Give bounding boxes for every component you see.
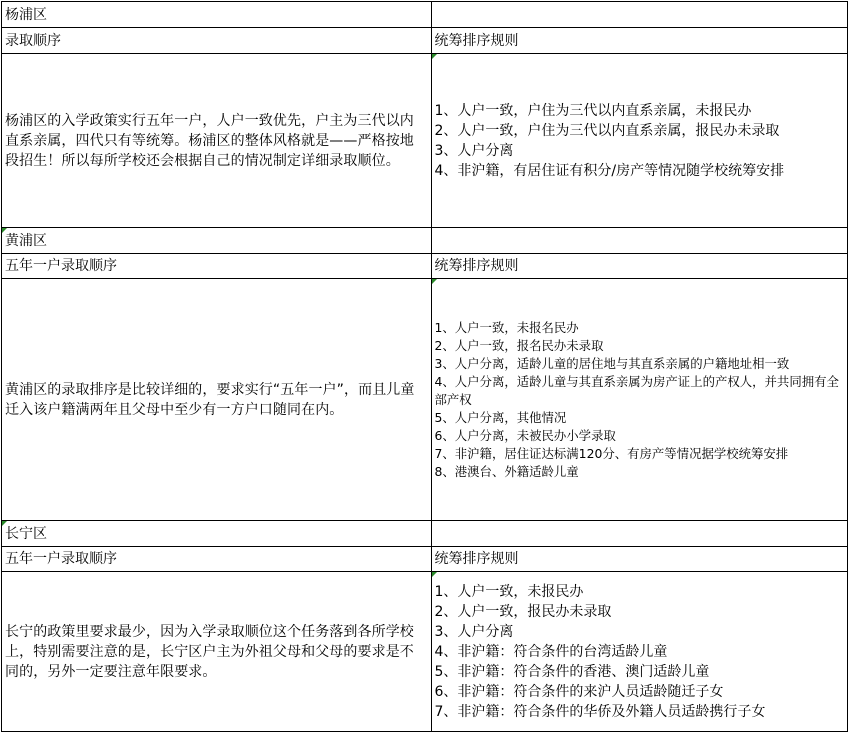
rule-item: 1、人户一致，户住为三代以内直系亲属，未报民办 <box>434 102 752 119</box>
cell-district-name[interactable] <box>2 228 432 254</box>
left-heading: 五年一户录取顺序 <box>5 551 117 567</box>
left-heading: 录取顺序 <box>5 32 61 49</box>
rule-item: 4、人户分离，适龄儿童与其直系亲属为房产证上的产权人，并共同拥有全部产权 <box>434 373 839 407</box>
cell-empty[interactable] <box>432 521 849 547</box>
heading-row-huangpu <box>1 254 848 279</box>
content-row-huangpu <box>1 279 848 521</box>
rule-item: 7、非沪籍，居住证达标满120分、有房产等情况据学校统筹安排 <box>434 445 789 461</box>
description-text: 杨浦区的入学政策实行五年一户，人户一致优先，户主为三代以内直系亲属，四代只有等统筹。杨浦区的整体风格就是——严格按地段招生！所以每所学校还会根据自己的情况制定详细录取顺位。 <box>5 112 414 169</box>
rule-item: 3、人户分离，适龄儿童的居住地与其直系亲属的户籍地址相一致 <box>434 355 790 371</box>
cell-rules[interactable] <box>432 54 849 228</box>
comment-marker-icon <box>2 228 7 233</box>
spreadsheet-grid <box>1 1 848 732</box>
heading-row-changning <box>1 547 848 572</box>
comment-marker-icon <box>2 521 7 526</box>
cell-right-heading[interactable] <box>432 547 849 572</box>
comment-marker-icon <box>432 279 437 284</box>
district-name: 黄浦区 <box>5 232 47 249</box>
heading-row-yangpu <box>1 28 848 54</box>
rule-item: 4、非沪籍，有居住证有积分/房产等情况随学校统筹安排 <box>434 162 785 179</box>
cell-left-heading[interactable] <box>2 28 432 54</box>
rule-item: 1、人户一致，未报名民办 <box>434 319 579 335</box>
rule-item: 2、人户一致，户住为三代以内直系亲属，报民办未录取 <box>434 122 780 139</box>
district-row-huangpu <box>1 228 848 254</box>
district-row-changning <box>1 521 848 547</box>
cell-empty[interactable] <box>432 228 849 254</box>
description-text: 黄浦区的录取排序是比较详细的，要求实行“五年一户”，而且儿童迁入该户籍满两年且父母中至少有一方户口随同在内。 <box>5 381 415 418</box>
rule-item: 8、港澳台、外籍适龄儿童 <box>434 463 579 479</box>
comment-marker-icon <box>432 54 437 59</box>
rule-item: 3、人户分离 <box>434 623 514 640</box>
cell-left-heading[interactable] <box>2 547 432 572</box>
cell-rules[interactable] <box>432 279 849 521</box>
right-heading: 统筹排序规则 <box>434 551 519 567</box>
rule-item: 5、人户分离，其他情况 <box>434 409 567 425</box>
content-row-yangpu <box>1 54 848 228</box>
district-row-yangpu <box>1 1 848 28</box>
rule-item: 7、非沪籍：符合条件的华侨及外籍人员适龄携行子女 <box>434 703 766 720</box>
cell-empty[interactable] <box>432 1 849 28</box>
comment-marker-icon <box>432 572 437 577</box>
rule-item: 2、人户一致，报名民办未录取 <box>434 337 604 353</box>
rule-item: 5、非沪籍：符合条件的香港、澳门适龄儿童 <box>434 663 710 680</box>
cell-left-heading[interactable] <box>2 254 432 279</box>
cell-description[interactable] <box>2 279 432 521</box>
right-heading: 统筹排序规则 <box>434 32 519 49</box>
rule-item: 3、人户分离 <box>434 142 514 159</box>
content-row-changning <box>1 572 848 732</box>
rule-item: 1、人户一致，未报民办 <box>434 583 584 600</box>
cell-district-name[interactable] <box>2 521 432 547</box>
rule-item: 6、非沪籍：符合条件的来沪人员适龄随迁子女 <box>434 683 724 700</box>
left-heading: 五年一户录取顺序 <box>5 258 117 274</box>
rule-item: 2、人户一致，报民办未录取 <box>434 603 612 620</box>
description-text: 长宁的政策里要求最少，因为入学录取顺位这个任务落到各所学校上，特别需要注意的是，长宁区户主为外祖父母和父母的要求是不同的，另外一定要注意年限要求。 <box>5 623 414 680</box>
cell-description[interactable] <box>2 572 432 732</box>
rule-item: 6、人户分离，未被民办小学录取 <box>434 427 616 443</box>
cell-district-name[interactable] <box>2 1 432 28</box>
cell-rules[interactable] <box>432 572 849 732</box>
rule-item: 4、非沪籍：符合条件的台湾适龄儿童 <box>434 643 668 660</box>
cell-description[interactable] <box>2 54 432 228</box>
cell-right-heading[interactable] <box>432 28 849 54</box>
district-name: 长宁区 <box>5 525 47 542</box>
cell-right-heading[interactable] <box>432 254 849 279</box>
right-heading: 统筹排序规则 <box>434 258 519 274</box>
district-name: 杨浦区 <box>5 6 47 23</box>
